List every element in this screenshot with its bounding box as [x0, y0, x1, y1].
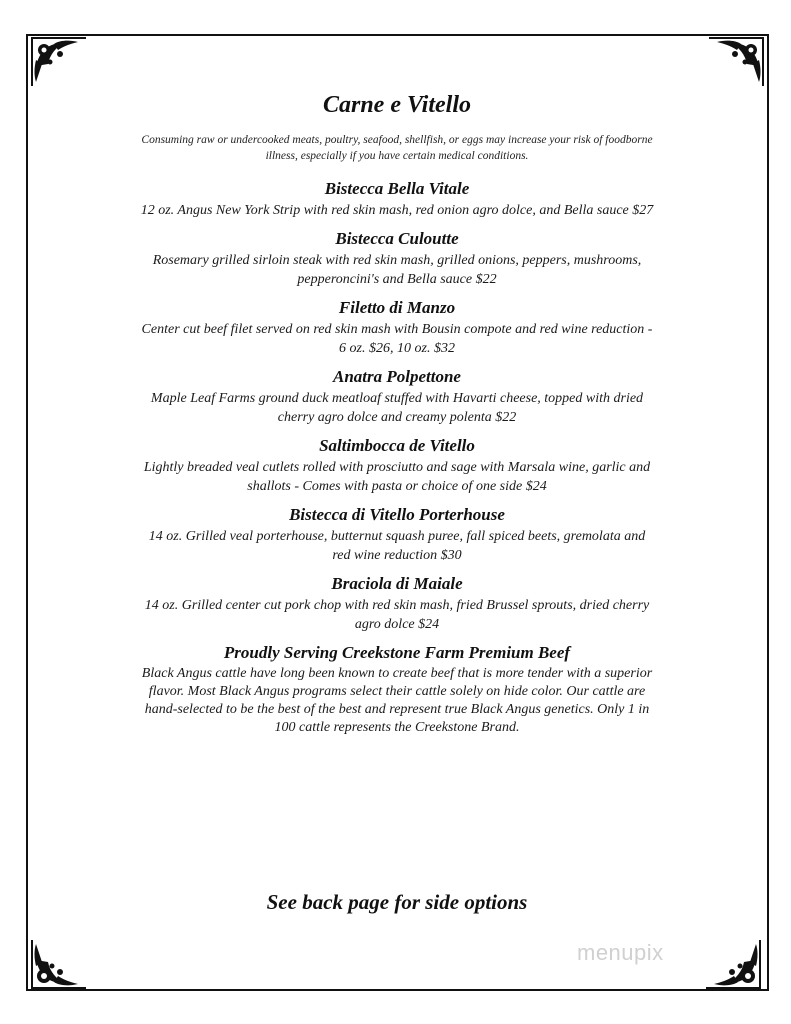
floral-ornament-icon — [30, 938, 88, 990]
menu-item-name: Anatra Polpettone — [333, 367, 461, 387]
menu-item — [140, 367, 654, 427]
menu-item-name: Bistecca Culoutte — [335, 229, 459, 249]
menu-item — [140, 229, 654, 289]
menu-item-name: Braciola di Maiale — [331, 574, 463, 594]
corner-ornament-bottom-right — [704, 938, 762, 990]
menu-item-description: Center cut beef filet served on red skin mash with Bousin compote and red wine reduction - 6 oz. $26, 10 oz. $32 — [141, 322, 653, 357]
corner-ornament-top-left — [30, 36, 88, 88]
menu-item-name: Bistecca di Vitello Porterhouse — [289, 505, 505, 525]
back-page-note: See back page for side options — [266, 890, 528, 914]
menu-item-description: 12 oz. Angus New York Strip with red skin mash, red onion agro dolce, and Bella sauce $27 — [140, 203, 654, 219]
menu-item-name: Bistecca Bella Vitale — [324, 179, 470, 199]
menu-item — [140, 574, 654, 634]
section-title: Carne e Vitello — [322, 92, 471, 118]
floral-ornament-icon — [30, 36, 88, 88]
corner-ornament-bottom-left — [30, 938, 88, 990]
promo-heading: Proudly Serving Creekstone Farm Premium Beef — [223, 643, 571, 663]
menu-item — [140, 179, 654, 220]
menu-item-description: Lightly breaded veal cutlets rolled with prosciutto and sage with Marsala wine, garlic and shallots - Comes with pasta or choice of one side $24 — [143, 460, 651, 495]
creekstone-promo — [140, 643, 654, 737]
menu-item-description: 14 oz. Grilled veal porterhouse, butternut squash puree, fall spiced beets, gremolata and red wine reduction $30 — [148, 529, 646, 564]
menu-item — [140, 436, 654, 496]
menu-item-name: Saltimbocca de Vitello — [319, 436, 475, 456]
floral-ornament-icon — [707, 36, 765, 88]
food-safety-warning: Consuming raw or undercooked meats, poultry, seafood, shellfish, or eggs may increase your risk of foodborne illness, especially if you have certain medical conditions. — [141, 134, 653, 163]
promo-text: Black Angus cattle have long been known to create beef that is more tender with a superior flavor. Most Black Angus programs select their cattle solely on hide color. Our cattle are hand-selected to be the best of the best and represent true Black Angus genetics. Only 1 in 100 cattle represents the Creekstone Brand. — [141, 666, 653, 736]
floral-ornament-icon — [704, 938, 762, 990]
menupix-watermark: menupix — [577, 940, 664, 965]
menu-item-description: Rosemary grilled sirloin steak with red skin mash, grilled onions, peppers, mushrooms, pepperoncini's and Bella sauce $22 — [152, 253, 642, 288]
menu-item — [140, 298, 654, 358]
menu-item-description: Maple Leaf Farms ground duck meatloaf stuffed with Havarti cheese, topped with dried cherry agro dolce and creamy polenta $22 — [150, 391, 644, 426]
menu-content — [140, 92, 654, 746]
menu-item — [140, 505, 654, 565]
corner-ornament-top-right — [707, 36, 765, 88]
menu-item-name: Filetto di Manzo — [338, 298, 456, 318]
menu-item-description: 14 oz. Grilled center cut pork chop with red skin mash, fried Brussel sprouts, dried cherry agro dolce $24 — [144, 598, 650, 633]
